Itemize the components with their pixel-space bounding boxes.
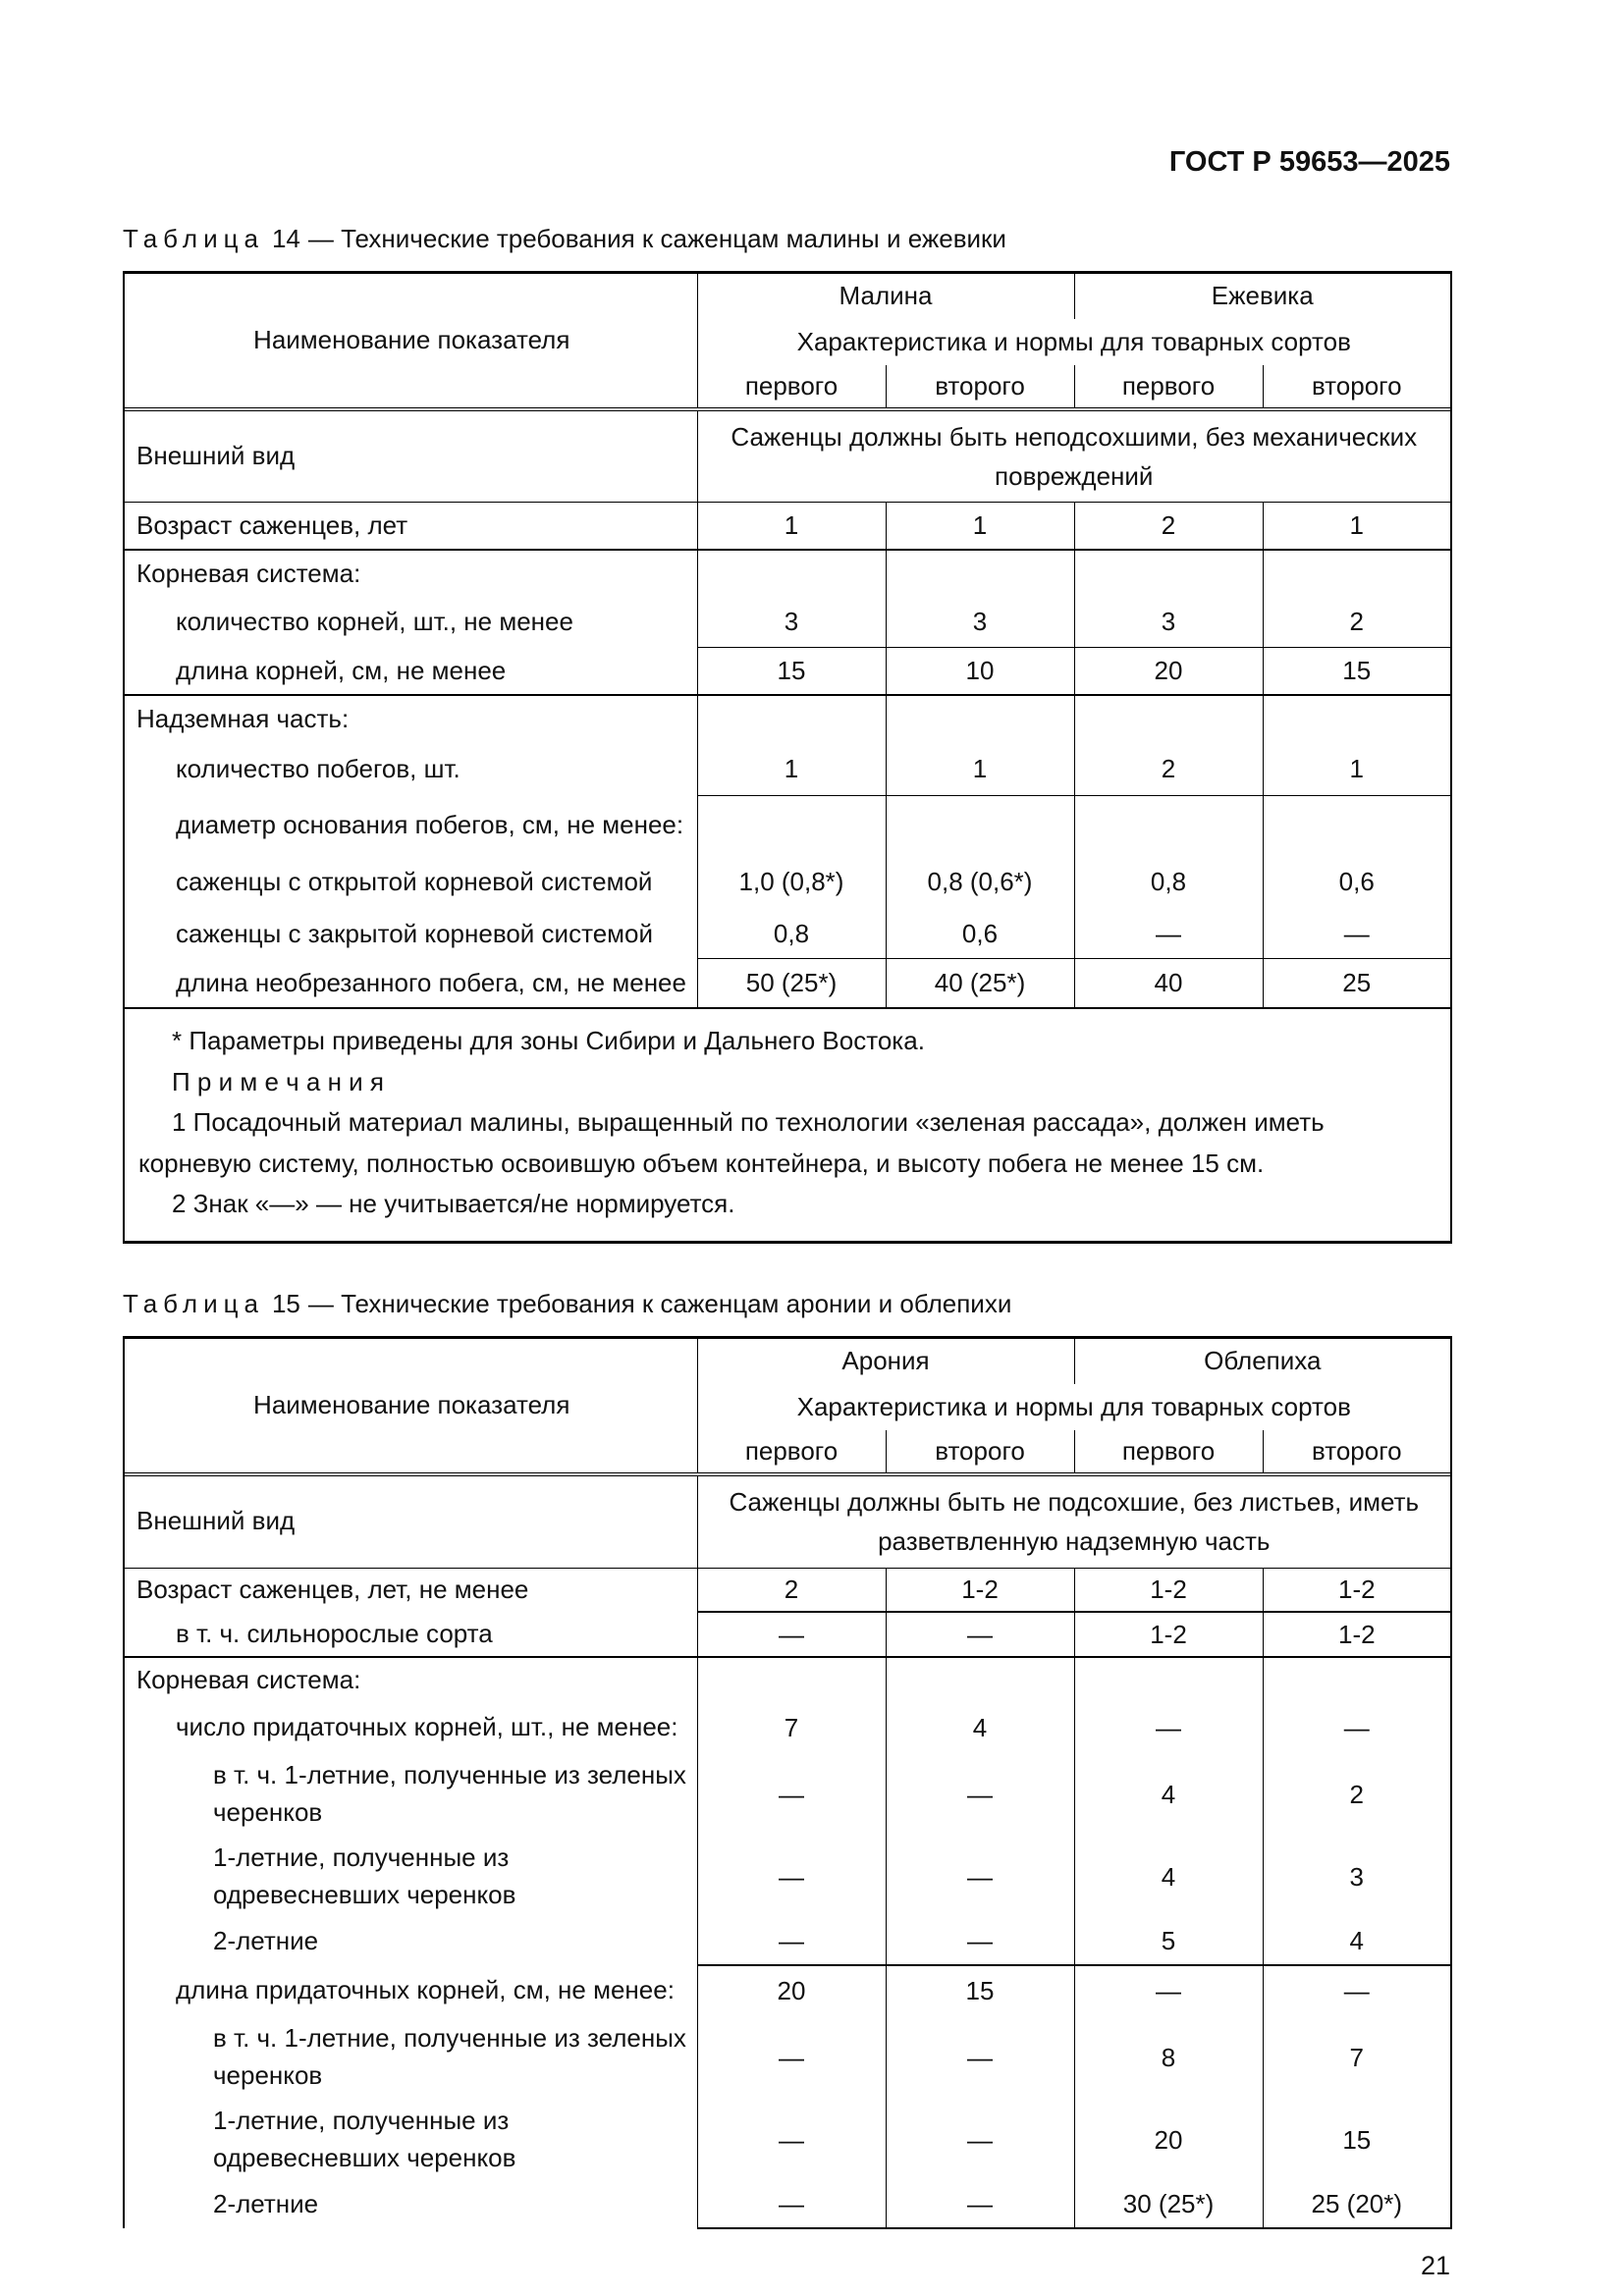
row-value: 40 (25*) (886, 959, 1074, 1008)
footnote-line: 2 Знак «—» — не учитывается/не нормируется. (172, 1189, 735, 1219)
row-value: 30 (25*) (1074, 2181, 1263, 2228)
row-value (1074, 796, 1263, 855)
row-value: 2 (697, 1568, 886, 1612)
row-value: — (1074, 910, 1263, 959)
row-value: 2 (1263, 597, 1451, 648)
row-value: — (697, 2016, 886, 2099)
row-value: 20 (697, 1965, 886, 2016)
caption-number: 14 (271, 223, 300, 253)
table-row (124, 1657, 1451, 1702)
row-merged-value: Саженцы должны быть не подсохшие, без листьев, иметь разветвленную надземную часть (697, 1475, 1451, 1568)
col-group-1: Арония (697, 1337, 1074, 1384)
table-15-section (123, 1289, 1450, 2229)
row-value: 0,8 (1074, 855, 1263, 910)
page-number: 21 (1420, 2251, 1450, 2281)
row-value (1263, 695, 1451, 742)
row-value: 25 (20*) (1263, 2181, 1451, 2228)
row-value: — (1074, 1702, 1263, 1753)
table-row (124, 695, 1451, 742)
table-row (124, 2181, 1451, 2228)
row-value (1074, 1657, 1263, 1702)
table-footnotes (124, 1008, 1451, 1242)
row-value: 4 (886, 1702, 1074, 1753)
row-value: 1 (886, 742, 1074, 796)
table-row (124, 1965, 1451, 2016)
row-value: — (886, 1836, 1074, 1918)
table-row (124, 1568, 1451, 1612)
row-value: — (886, 2099, 1074, 2181)
row-value: 3 (1074, 597, 1263, 648)
col-group-1: Малина (697, 272, 1074, 319)
row-merged-value: Саженцы должны быть неподсохшими, без механических повреждений (697, 410, 1451, 503)
row-label: в т. ч. 1-летние, полученные из зеленых черенков (213, 2023, 686, 2091)
col-grade-4: второго (1263, 365, 1451, 407)
row-value: 15 (1263, 2099, 1451, 2181)
row-value (886, 1657, 1074, 1702)
caption-number: 15 (271, 1288, 300, 1318)
table-row (124, 648, 1451, 695)
row-label: Внешний вид (124, 1475, 697, 1568)
table-15-caption (123, 1289, 1450, 1319)
row-value: 7 (1263, 2016, 1451, 2099)
table-row (124, 550, 1451, 597)
row-label: число придаточных корней, шт., не менее: (176, 1712, 678, 1742)
table-row (124, 597, 1451, 648)
row-label: Возраст саженцев, лет, не менее (136, 1574, 529, 1604)
row-value: 25 (1263, 959, 1451, 1008)
row-value: 2 (1074, 503, 1263, 550)
row-value: 1 (886, 503, 1074, 550)
col-grade-3: первого (1074, 1430, 1263, 1472)
row-value: 15 (1263, 648, 1451, 695)
row-label: Корневая система: (136, 1664, 361, 1694)
row-label: длина корней, см, не менее (124, 648, 697, 695)
row-value: 4 (1263, 1918, 1451, 1965)
row-value: 1 (697, 742, 886, 796)
table-15-body (124, 1475, 1451, 2228)
table-row (124, 910, 1451, 959)
table-row (124, 1612, 1451, 1657)
table-14-section (123, 224, 1450, 1244)
row-value: 4 (1074, 1753, 1263, 1836)
row-value (697, 550, 886, 597)
row-value: 1 (1263, 503, 1451, 550)
table-row (124, 959, 1451, 1008)
col-group-2: Ежевика (1074, 272, 1451, 319)
row-value: — (697, 1836, 886, 1918)
row-label: Возраст саженцев, лет (124, 503, 697, 550)
table-row (124, 1753, 1451, 1836)
row-value (1263, 1657, 1451, 1702)
row-value: 40 (1074, 959, 1263, 1008)
row-label: количество корней, шт., не менее (176, 607, 573, 637)
col-grade-1: первого (697, 1430, 886, 1472)
row-value: — (886, 1612, 1074, 1657)
row-value: 1 (1263, 742, 1451, 796)
col-header-norms: Характеристика и нормы для товарных сортов (697, 319, 1451, 365)
col-grade-3: первого (1074, 365, 1263, 407)
row-label: саженцы с открытой корневой системой (176, 867, 653, 897)
row-value: 10 (886, 648, 1074, 695)
row-value (697, 695, 886, 742)
row-value: — (1074, 1965, 1263, 2016)
row-label: 2-летние (213, 2189, 319, 2219)
table-row (124, 1475, 1451, 1568)
table-row (124, 1836, 1451, 1918)
row-value: 3 (697, 597, 886, 648)
table-row (124, 855, 1451, 910)
row-value: — (697, 2099, 886, 2181)
col-grade-2: второго (886, 1430, 1074, 1472)
row-value: — (886, 2181, 1074, 2228)
col-grade-1: первого (697, 365, 886, 407)
table-14-caption (123, 224, 1450, 254)
row-value: 1 (697, 503, 886, 550)
doc-code-header: ГОСТ Р 59653—2025 (1168, 146, 1450, 178)
row-label: Надземная часть: (136, 703, 350, 733)
row-label: длина придаточных корней, см, не менее: (176, 1975, 675, 2005)
table-row (124, 2099, 1451, 2181)
row-value (1263, 796, 1451, 855)
row-value (1074, 695, 1263, 742)
row-value: 0,6 (886, 910, 1074, 959)
footnote-row (124, 1008, 1451, 1242)
row-value (886, 550, 1074, 597)
row-value: — (697, 2181, 886, 2228)
row-value: 2 (1263, 1753, 1451, 1836)
row-value: 50 (25*) (697, 959, 886, 1008)
row-value: 2 (1074, 742, 1263, 796)
row-label: диаметр основания побегов, см, не менее: (176, 810, 684, 840)
col-header-name: Наименование показателя (253, 325, 570, 355)
row-value: — (697, 1612, 886, 1657)
row-value (886, 796, 1074, 855)
table-14 (123, 271, 1452, 1244)
row-value: 1,0 (0,8*) (697, 855, 886, 910)
row-value: 4 (1074, 1836, 1263, 1918)
row-value: 0,8 (697, 910, 886, 959)
col-grade-2: второго (886, 365, 1074, 407)
row-value: 20 (1074, 648, 1263, 695)
row-label: длина необрезанного побега, см, не менее (124, 959, 697, 1008)
table-row (124, 410, 1451, 503)
row-value: — (886, 2016, 1074, 2099)
row-value: 1-2 (1074, 1612, 1263, 1657)
table-row (124, 503, 1451, 550)
row-label: саженцы с закрытой корневой системой (176, 919, 654, 949)
row-value: 0,8 (0,6*) (886, 855, 1074, 910)
row-label: Внешний вид (124, 410, 697, 503)
table-row (124, 1702, 1451, 1753)
row-value: 1-2 (1074, 1568, 1263, 1612)
row-value: 1-2 (1263, 1568, 1451, 1612)
col-group-2: Облепиха (1074, 1337, 1451, 1384)
row-value: 5 (1074, 1918, 1263, 1965)
col-header-name: Наименование показателя (253, 1390, 570, 1420)
table-15 (123, 1336, 1452, 2229)
header-group-row (124, 272, 1451, 319)
footnote-line: П р и м е ч а н и я (172, 1066, 384, 1096)
table-row (124, 2016, 1451, 2099)
row-value: — (1263, 1702, 1451, 1753)
table-row (124, 796, 1451, 855)
caption-word: Таблица (123, 223, 264, 253)
table-row (124, 742, 1451, 796)
caption-word: Таблица (123, 1288, 264, 1318)
row-value: 20 (1074, 2099, 1263, 2181)
row-value: 3 (1263, 1836, 1451, 1918)
row-value (886, 695, 1074, 742)
row-label: 1-летние, полученные из одревесневших черенков (213, 2106, 516, 2173)
row-value (697, 1657, 886, 1702)
row-value: — (697, 1753, 886, 1836)
col-header-norms: Характеристика и нормы для товарных сортов (697, 1384, 1451, 1430)
row-value (697, 796, 886, 855)
row-value (1074, 550, 1263, 597)
row-label: 2-летние (213, 1926, 319, 1956)
row-value: 1-2 (1263, 1612, 1451, 1657)
row-value: — (1263, 1965, 1451, 2016)
row-value: — (886, 1753, 1074, 1836)
row-value: 15 (886, 1965, 1074, 2016)
row-value: 7 (697, 1702, 886, 1753)
row-value: — (697, 1918, 886, 1965)
row-label: 1-летние, полученные из одревесневших черенков (213, 1842, 516, 1910)
table-14-body (124, 410, 1451, 1242)
row-value: — (1263, 910, 1451, 959)
row-label: количество побегов, шт. (176, 753, 460, 783)
footnote-line: * Параметры приведены для зоны Сибири и Дальнего Востока. (172, 1025, 925, 1055)
col-grade-4: второго (1263, 1430, 1451, 1472)
row-value: 1-2 (886, 1568, 1074, 1612)
header-group-row (124, 1337, 1451, 1384)
row-value: — (886, 1918, 1074, 1965)
row-value (1263, 550, 1451, 597)
caption-text: — Технические требования к саженцам малины и ежевики (307, 223, 1006, 253)
footnote-line: 1 Посадочный материал малины, выращенный по технологии «зеленая рассада», должен иметь корневую систему, полностью освоившую объем контейнера, и высоту побега не менее 15 см. (138, 1107, 1325, 1178)
row-label: в т. ч. сильнорослые сорта (124, 1612, 697, 1657)
row-label: Корневая система: (136, 558, 361, 588)
row-value: 3 (886, 597, 1074, 648)
row-value: 15 (697, 648, 886, 695)
row-label: в т. ч. 1-летние, полученные из зеленых черенков (213, 1760, 686, 1828)
row-value: 0,6 (1263, 855, 1451, 910)
table-row (124, 1918, 1451, 1965)
caption-text: — Технические требования к саженцам аронии и облепихи (307, 1288, 1012, 1318)
row-value: 8 (1074, 2016, 1263, 2099)
